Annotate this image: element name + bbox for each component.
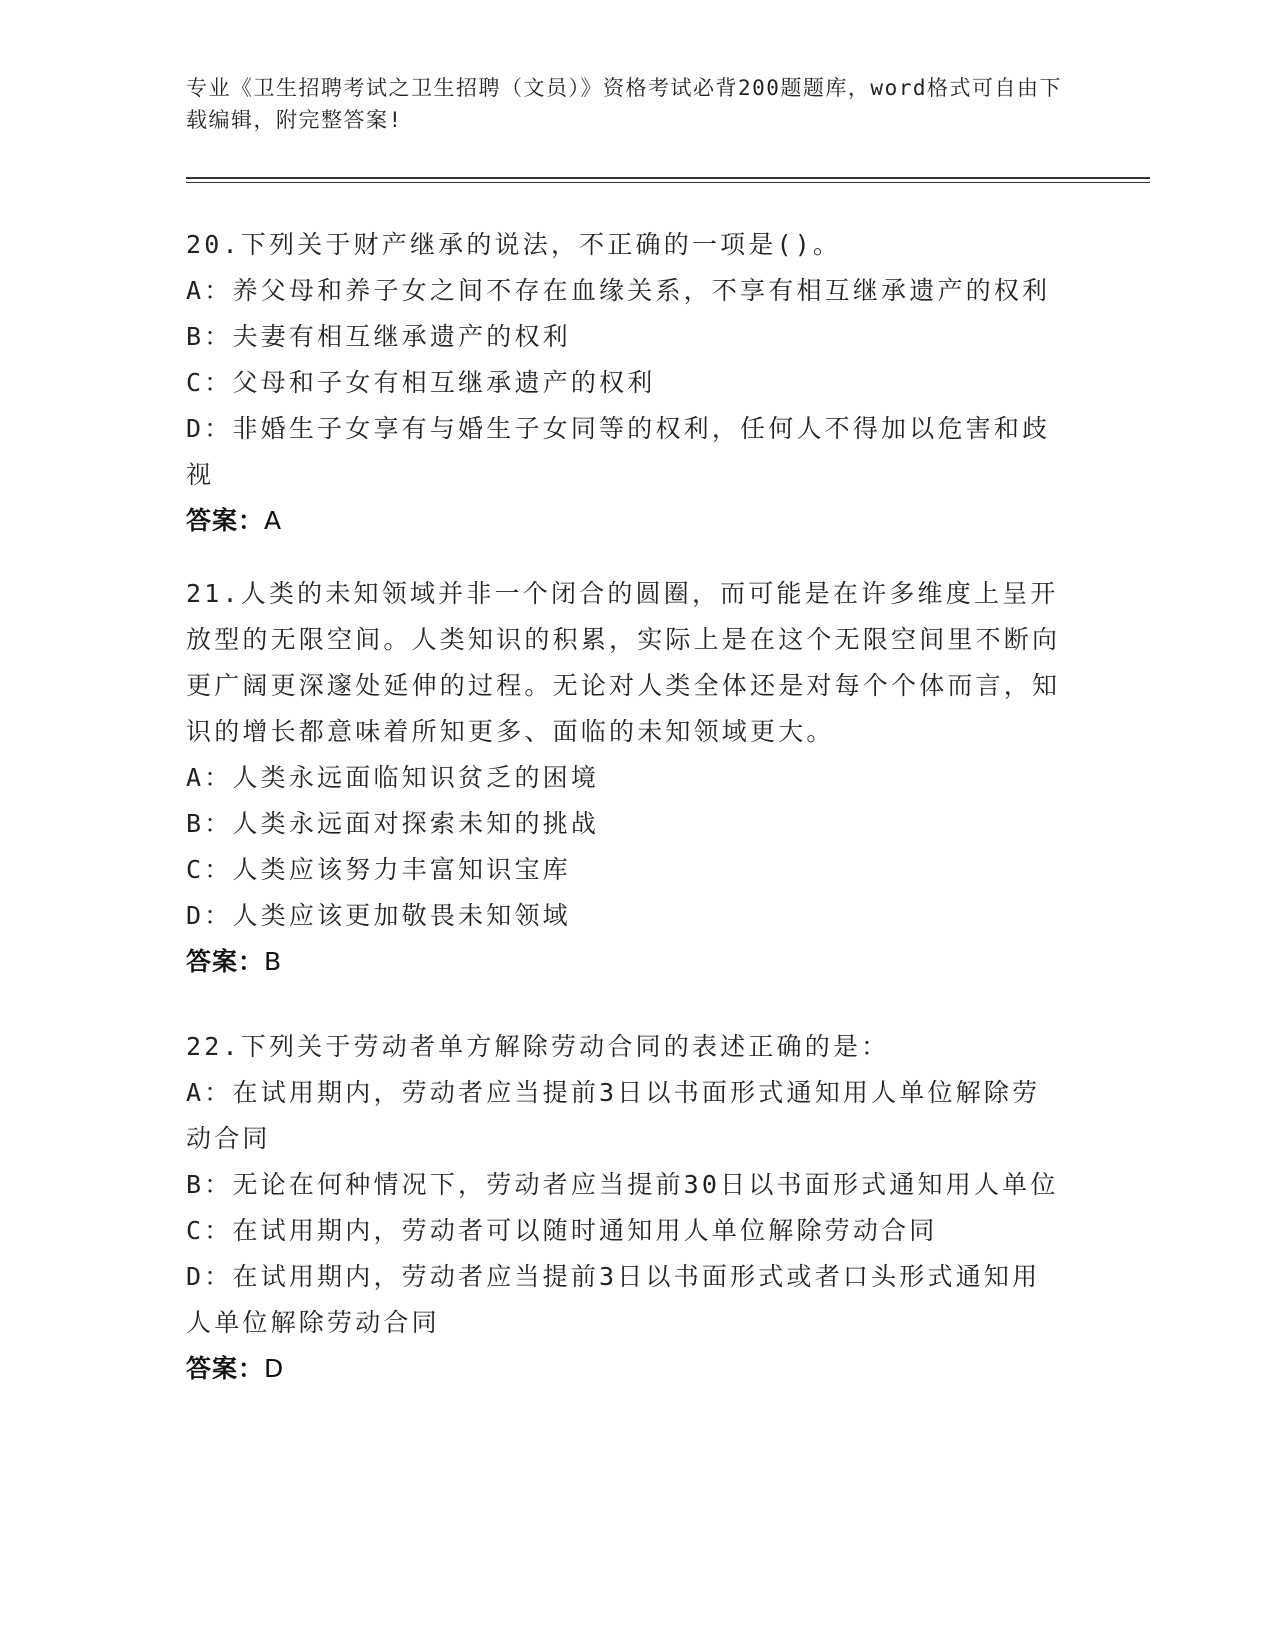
option-c: C：人类应该努力丰富知识宝库 (186, 855, 571, 884)
option-a: A：人类永远面临知识贫乏的困境 (186, 763, 600, 792)
option-b: B：人类永远面对探索未知的挑战 (186, 809, 600, 838)
question-stem: 22.下列关于劳动者单方解除劳动合同的表述正确的是： (186, 1032, 890, 1061)
question-20 (186, 222, 1066, 544)
document-header: 专业《卫生招聘考试之卫生招聘（文员）》资格考试必背200题题库，word格式可自由下载编辑，附完整答案! (186, 76, 1062, 132)
question-stem: 21.人类的未知领域并非一个闭合的圆圈，而可能是在许多维度上呈开放型的无限空间。人类知识的积累，实际上是在这个无限空间里不断向更广阔更深邃处延伸的过程。无论对人类全体还是对每个个体而言，知识的增长都意味着所知更多、面临的未知领域更大。 (186, 579, 1061, 746)
option-b: B：无论在何种情况下，劳动者应当提前30日以书面形式通知用人单位 (186, 1170, 1059, 1199)
option-d: D：非婚生子女享有与婚生子女同等的权利，任何人不得加以危害和歧视 (186, 414, 1051, 489)
answer-value: A (264, 506, 283, 535)
answer-value: D (264, 1354, 285, 1383)
answer-line (186, 939, 1066, 985)
question-stem: 20.下列关于财产继承的说法，不正确的一项是()。 (186, 230, 842, 259)
question-22 (186, 1024, 1066, 1392)
option-b: B：夫妻有相互继承遗产的权利 (186, 322, 571, 351)
option-a: A：养父母和养子女之间不存在血缘关系，不享有相互继承遗产的权利 (186, 276, 1051, 305)
option-d: D：人类应该更加敬畏未知领域 (186, 901, 571, 930)
answer-label: 答案： (186, 947, 265, 976)
answer-line (186, 498, 1066, 544)
header-divider (186, 177, 1150, 183)
answer-value: B (264, 947, 283, 976)
option-a: A：在试用期内，劳动者应当提前3日以书面形式通知用人单位解除劳动合同 (186, 1078, 1041, 1153)
answer-line (186, 1346, 1066, 1392)
question-21 (186, 571, 1066, 985)
option-c: C：父母和子女有相互继承遗产的权利 (186, 368, 656, 397)
answer-label: 答案： (186, 506, 265, 535)
option-d: D：在试用期内，劳动者应当提前3日以书面形式或者口头形式通知用人单位解除劳动合同 (186, 1262, 1041, 1337)
option-c: C：在试用期内，劳动者可以随时通知用人单位解除劳动合同 (186, 1216, 938, 1245)
answer-label: 答案： (186, 1354, 265, 1383)
